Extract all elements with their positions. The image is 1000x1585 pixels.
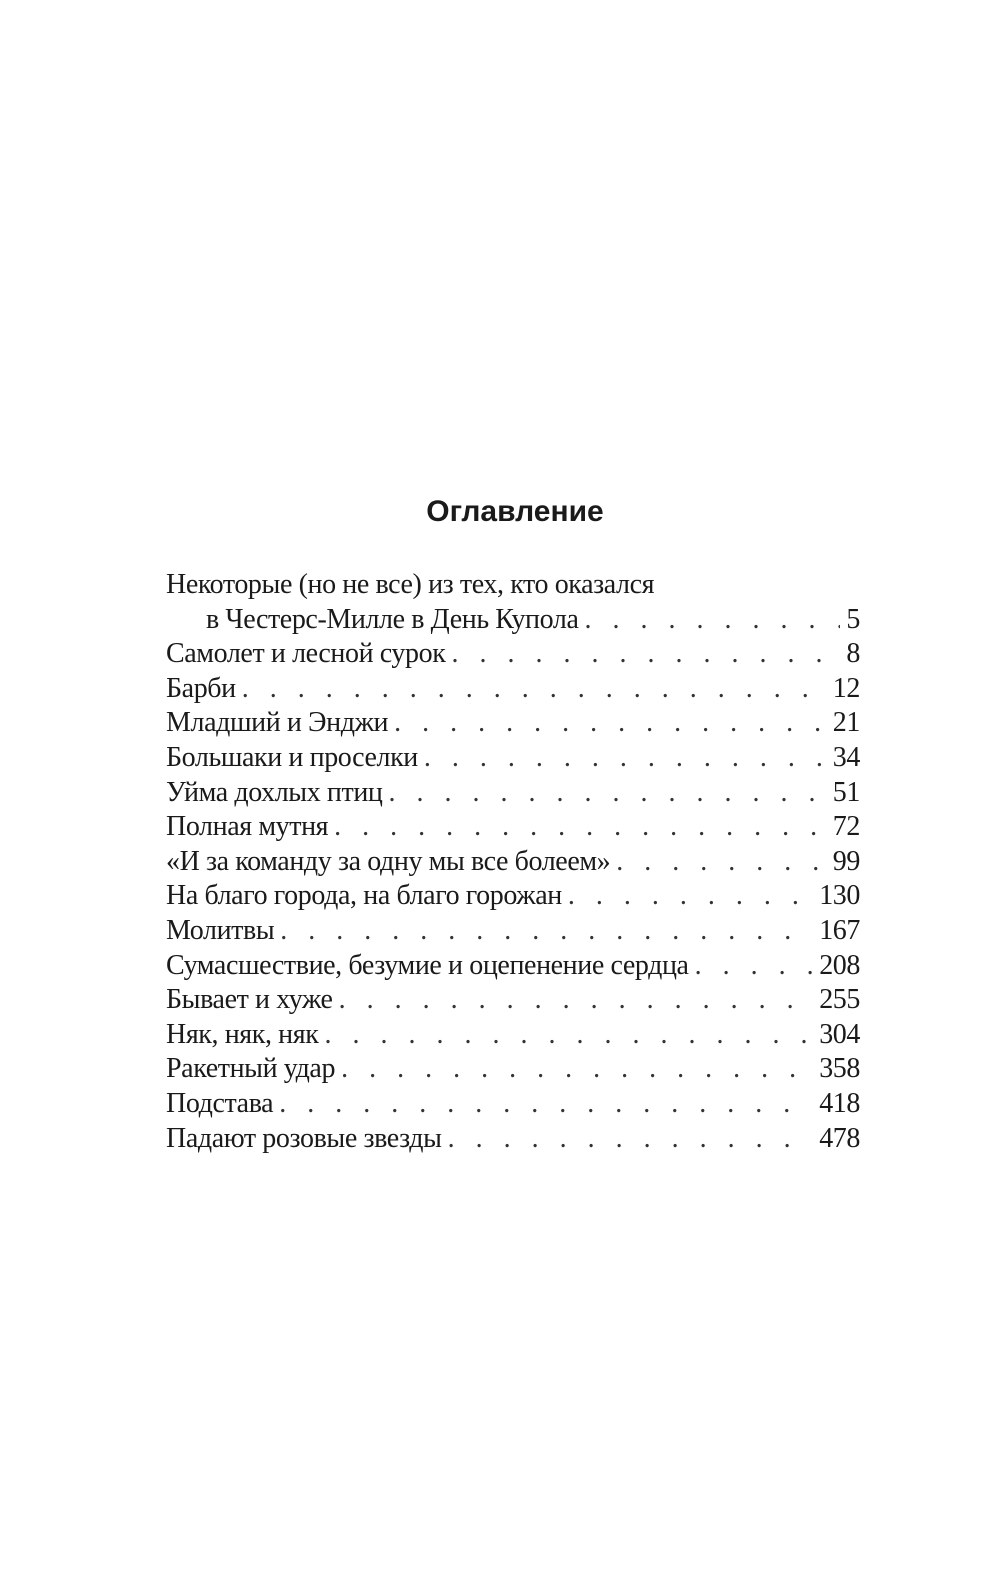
dot-leader (242, 672, 827, 707)
toc-entry-label: Няк, няк, няк (166, 1018, 319, 1050)
toc-entry-page: 12 (832, 672, 860, 704)
dot-leader (279, 1087, 813, 1122)
toc-entry[interactable] (166, 879, 860, 914)
toc-entry[interactable] (166, 949, 860, 984)
toc-entry-label: Полная мутня (166, 811, 329, 843)
dot-leader (695, 949, 814, 984)
toc-entry-page: 304 (819, 1018, 860, 1050)
dot-leader (424, 741, 827, 776)
toc-entry-page: 72 (832, 811, 860, 843)
toc-entry-page: 21 (832, 707, 860, 739)
toc-entry[interactable] (166, 1122, 860, 1157)
dot-leader (389, 776, 827, 811)
dot-leader (280, 914, 813, 949)
toc-entry-page: 5 (846, 603, 860, 635)
toc-entry-page: 167 (819, 914, 860, 946)
toc-entry-label: Падают розовые звезды (166, 1122, 442, 1154)
toc-entry-label: Подстава (166, 1087, 274, 1119)
toc-entry[interactable] (166, 706, 860, 741)
dot-leader (334, 810, 827, 845)
dot-leader (568, 879, 813, 914)
toc-entry-label: Сумасшествие, безумие и оцепенение сердца (166, 949, 689, 981)
toc-entry-page: 255 (819, 984, 860, 1016)
toc-entry-label: Барби (166, 672, 236, 704)
toc-entry[interactable] (166, 1052, 860, 1087)
dot-leader (394, 706, 827, 741)
toc-entry-label: Ракетный удар (166, 1053, 336, 1085)
toc-entry-label: Самолет и лесной сурок (166, 638, 446, 670)
page-title: Оглавление (426, 495, 604, 528)
toc-entry-label: Младший и Энджи (166, 707, 389, 739)
toc-entry-label: Уйма дохлых птиц (166, 776, 383, 808)
toc-entry[interactable] (166, 810, 860, 845)
toc-entry-page: 418 (819, 1087, 860, 1119)
toc-entry-page: 478 (819, 1122, 860, 1154)
toc-entry[interactable] (166, 983, 860, 1018)
toc-entry[interactable] (166, 603, 860, 638)
dot-leader (324, 1018, 813, 1053)
toc-entry-page: 34 (832, 741, 860, 773)
toc-entry[interactable] (166, 637, 860, 672)
dot-leader (616, 845, 827, 880)
dot-leader (584, 603, 840, 638)
toc-entry-label: в Честерс-Милле в День Купола (206, 603, 579, 635)
toc-entry[interactable] (166, 1087, 860, 1122)
toc-entry[interactable] (166, 568, 860, 603)
toc-entry-label: На благо города, на благо горожан (166, 880, 562, 912)
toc-entry[interactable] (166, 914, 860, 949)
toc-entry-page: 130 (819, 880, 860, 912)
toc-entry[interactable] (166, 845, 860, 880)
toc-entry-page: 99 (832, 845, 860, 877)
toc-entry[interactable] (166, 776, 860, 811)
toc-entry-label: Бывает и хуже (166, 984, 333, 1016)
dot-leader (451, 637, 840, 672)
dot-leader (339, 983, 814, 1018)
toc-entry-page: 358 (819, 1053, 860, 1085)
toc-entry-page: 51 (832, 776, 860, 808)
toc-entry[interactable] (166, 1018, 860, 1053)
toc-entry-label: Некоторые (но не все) из тех, кто оказался (166, 569, 655, 600)
toc-entry-page: 8 (846, 638, 860, 670)
toc-entry-label: «И за команду за одну мы все болеем» (166, 845, 611, 877)
toc-entry-label: Большаки и проселки (166, 741, 418, 773)
dot-leader (341, 1052, 813, 1087)
toc-entry-label: Молитвы (166, 914, 275, 946)
toc-entry-page: 208 (819, 949, 860, 981)
table-of-contents (166, 568, 860, 1156)
toc-entry[interactable] (166, 741, 860, 776)
toc-entry[interactable] (166, 672, 860, 707)
dot-leader (448, 1122, 814, 1157)
